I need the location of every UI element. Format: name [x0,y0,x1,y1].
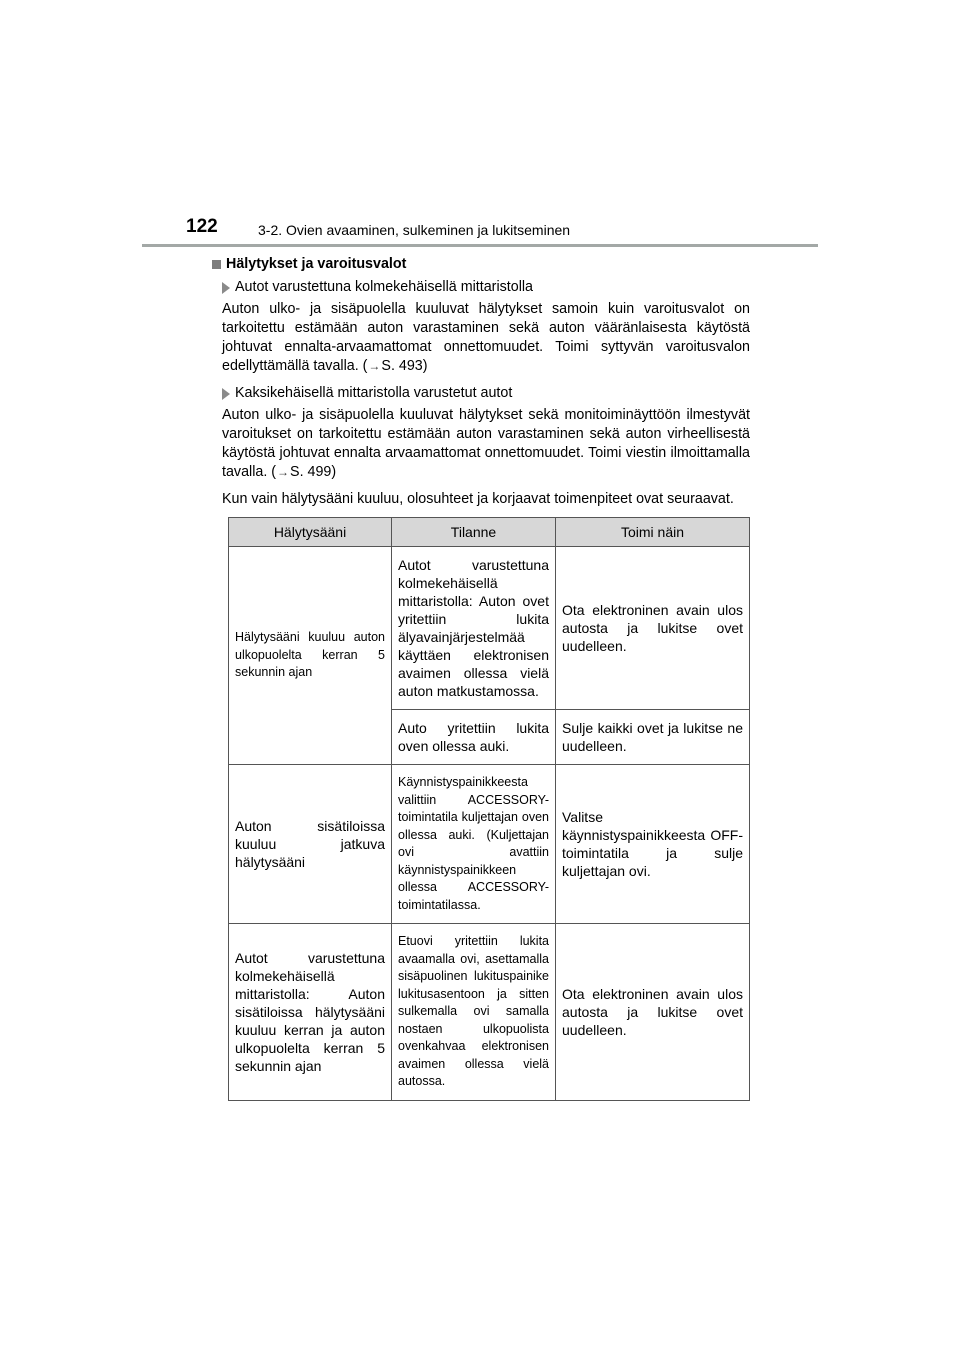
table-row [229,547,750,710]
triangle-bullet-icon [222,388,230,400]
cell-situation: Autot varustettuna kolmekehäisellä mittaristolla: Auton ovet yritettiin lukita älyavainjärjestelmää käyttäen elektronisen avaimen ollessa vielä auton matkustamossa. [392,547,556,710]
cell-situation: Auto yritettiin lukita oven ollessa auki. [392,710,556,765]
paragraph-text: Auton ulko- ja sisäpuolella kuuluvat hälytykset samoin kuin varoitusvalot on tarkoitettu estämään auton varastaminen sekä auton vääränlaisesta käytöstä johtuvat ennalta-arvaamattomat onnettomuudet. Toimi syttyvän varoitusvalon edellyttämällä tavalla. ( [222,301,750,374]
cell-alarm: Hälytysääni kuuluu auton ulkopuolelta kerran 5 sekunnin ajan [229,547,392,765]
cell-action: Ota elektroninen avain ulos autosta ja lukitse ovet uudelleen. [556,547,750,710]
cell-action: Ota elektroninen avain ulos autosta ja lukitse ovet uudelleen. [556,924,750,1101]
cell-action: Valitse käynnistyspainikkeesta OFF-toimintatila ja sulje kuljettajan ovi. [556,765,750,924]
column-header-action: Toimi näin [556,518,750,547]
table-row [229,924,750,1101]
paragraph-text: Auton ulko- ja sisäpuolella kuuluvat hälytykset sekä monitoiminäyttöön ilmestyvät varoitukset on tarkoitettu estämään auton varastaminen sekä auton virheellisestä käytöstä johtuvat ennalta arvaamattomat onnettomuudet. Toimi viestin ilmoittamalla tavalla. ( [222,407,750,480]
cell-alarm: Autot varustettuna kolmekehäisellä mittaristolla: Auton sisätiloissa hälytysääni kuuluu kerran ja auton ulkopuolelta kerran 5 sekunnin ajan [229,924,392,1101]
section-title: 3-2. Ovien avaaminen, sulkeminen ja lukitseminen [258,222,571,238]
page-reference[interactable]: S. 499) [290,464,337,480]
column-header-situation: Tilanne [392,518,556,547]
paragraph [222,300,750,376]
subsection-title-text: Kaksikehäisellä mittaristolla varustetut autot [235,385,513,401]
cell-action: Sulje kaikki ovet ja lukitse ne uudelleen. [556,710,750,765]
page-header [0,0,960,250]
table-header-row [229,518,750,547]
arrow-right-icon: → [368,359,381,373]
paragraph [222,406,750,482]
alarm-table [228,517,750,1101]
column-header-alarm: Hälytysääni [229,518,392,547]
square-bullet-icon [212,260,221,269]
cell-alarm: Auton sisätiloissa kuuluu jatkuva hälytysääni [229,765,392,924]
cell-situation: Etuovi yritettiin lukita avaamalla ovi, asettamalla sisäpuolinen lukituspainike lukitusasentoon ja sitten sulkemalla ovi samalla nostaen ulkopuolista ovenkahvaa elektronisen avaimen ollessa vielä autossa. [392,924,556,1101]
subsection-title [222,384,750,403]
cell-situation: Käynnistyspainikkeesta valittiin ACCESSORY-toimintatila kuljettajan oven ollessa auki. (Kuljettajan ovi avattiin käynnistyspainikkeen ollessa ACCESSORY-toimintatilassa. [392,765,556,924]
arrow-right-icon: → [277,465,290,479]
subsection-title-text: Autot varustettuna kolmekehäisellä mittaristolla [235,279,533,295]
table-row [229,765,750,924]
subsection-three-ring [222,278,750,376]
closing-paragraph: Kun vain hälytysääni kuuluu, olosuhteet ja korjaavat toimenpiteet ovat seuraavat. [222,491,734,507]
heading-text: Hälytykset ja varoitusvalot [226,256,407,272]
subsection-title [222,278,750,297]
page-reference[interactable]: S. 493) [381,358,428,374]
subsection-two-ring [222,384,750,509]
main-content [212,255,750,509]
page-number: 122 [186,216,218,237]
section-heading [212,255,750,274]
header-divider [142,244,818,247]
triangle-bullet-icon [222,282,230,294]
